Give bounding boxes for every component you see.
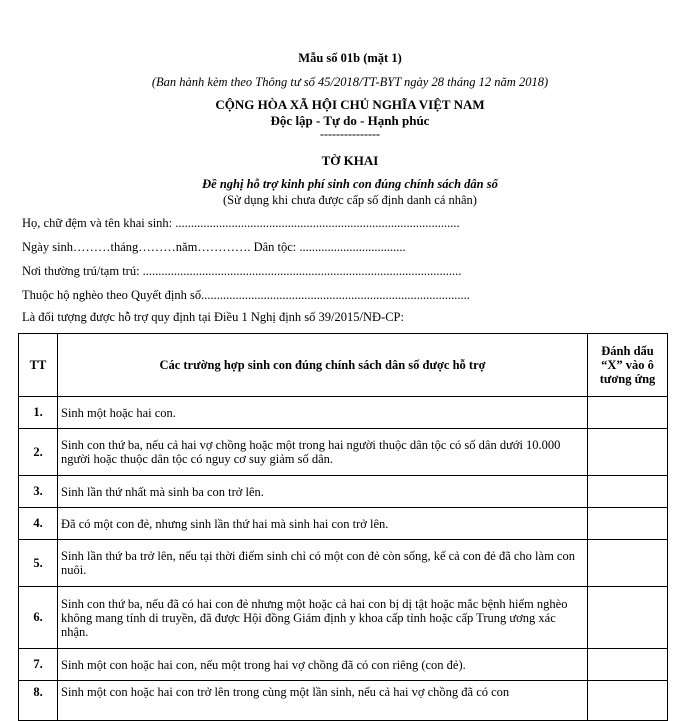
row-description: Đã có một con đẻ, nhưng sinh lần thứ hai mà sinh hai con trở lên. [58,508,588,540]
row-number: 6. [19,587,58,649]
document-title: TỜ KHAI [321,153,379,168]
table-row [19,508,668,540]
header-case: Các trường hợp sinh con đúng chính sách dân số được hỗ trợ [58,334,588,397]
poverty-decision-field[interactable]: Thuộc hộ nghèo theo Quyết định số...................................................................................... [22,288,470,302]
form-number: Mẫu số 01b (mặt 1) [298,51,402,65]
table-row [19,540,668,587]
mark-checkbox[interactable] [588,476,668,508]
table-row [19,397,668,429]
issued-with-note: (Ban hành kèm theo Thông tư số 45/2018/TT-BYT ngày 28 tháng 12 năm 2018) [151,75,549,89]
row-number: 3. [19,476,58,508]
row-description: Sinh một con hoặc hai con, nếu một trong hai vợ chồng đã có con riêng (con đẻ). [58,649,588,681]
row-description: Sinh con thứ ba, nếu cả hai vợ chồng hoặc một trong hai người thuộc dân tộc có số dân dưới 10.000 người hoặc thuộc dân tộc có nguy cơ suy giảm số dân. [58,429,588,476]
mark-checkbox[interactable] [588,649,668,681]
motto-separator: --------------- [320,127,380,141]
header-mark: Đánh dấu “X” vào ô tương ứng [588,334,668,397]
row-number: 5. [19,540,58,587]
support-cases-table [18,333,668,721]
mark-checkbox[interactable] [588,587,668,649]
mark-checkbox[interactable] [588,540,668,587]
table-row [19,587,668,649]
table-header-row [19,334,668,397]
row-number: 8. [19,681,58,721]
table-row [19,649,668,681]
mark-checkbox[interactable] [588,397,668,429]
table-row [19,429,668,476]
subject-statement: Là đối tượng được hỗ trợ quy định tại Điều 1 Nghị định số 39/2015/NĐ-CP: [22,310,404,324]
row-description: Sinh lần thứ ba trở lên, nếu tại thời điểm sinh chỉ có một con đẻ còn sống, kể cả con đẻ đã cho làm con nuôi. [58,540,588,587]
row-description: Sinh một hoặc hai con. [58,397,588,429]
document-subtitle: Đề nghị hỗ trợ kinh phí sinh con đúng chính sách dân số [202,177,498,191]
document-usage-note: (Sử dụng khi chưa được cấp số định danh cá nhân) [223,193,477,207]
row-description: Sinh một con hoặc hai con trở lên trong cùng một lần sinh, nếu cả hai vợ chồng đã có con [58,681,588,721]
row-description: Sinh lần thứ nhất mà sinh ba con trở lên. [58,476,588,508]
header-tt: TT [19,334,58,397]
row-number: 1. [19,397,58,429]
row-number: 7. [19,649,58,681]
row-number: 2. [19,429,58,476]
nation-motto: Độc lập - Tự do - Hạnh phúc [270,113,430,128]
table-row [19,681,668,721]
nation-name: CỘNG HÒA XÃ HỘI CHỦ NGHĨA VIỆT NAM [215,97,485,112]
mark-checkbox[interactable] [588,429,668,476]
table-row [19,476,668,508]
birth-date-ethnicity-field[interactable]: Ngày sinh………tháng………năm…………. Dân tộc: .................................. [22,240,406,254]
mark-checkbox[interactable] [588,508,668,540]
residence-field[interactable]: Nơi thường trú/tạm trú: ...................................................................................................... [22,264,462,278]
row-number: 4. [19,508,58,540]
mark-checkbox[interactable] [588,681,668,721]
row-description: Sinh con thứ ba, nếu đã có hai con đẻ nhưng một hoặc cả hai con bị dị tật hoặc mắc bệnh hiểm nghèo không mang tính di truyền, đã được Hội đồng Giám định y khoa cấp tỉnh hoặc cấp Trung ương xác nhận. [58,587,588,649]
full-name-field[interactable]: Họ, chữ đệm và tên khai sinh: ........................................................................................... [22,216,460,230]
